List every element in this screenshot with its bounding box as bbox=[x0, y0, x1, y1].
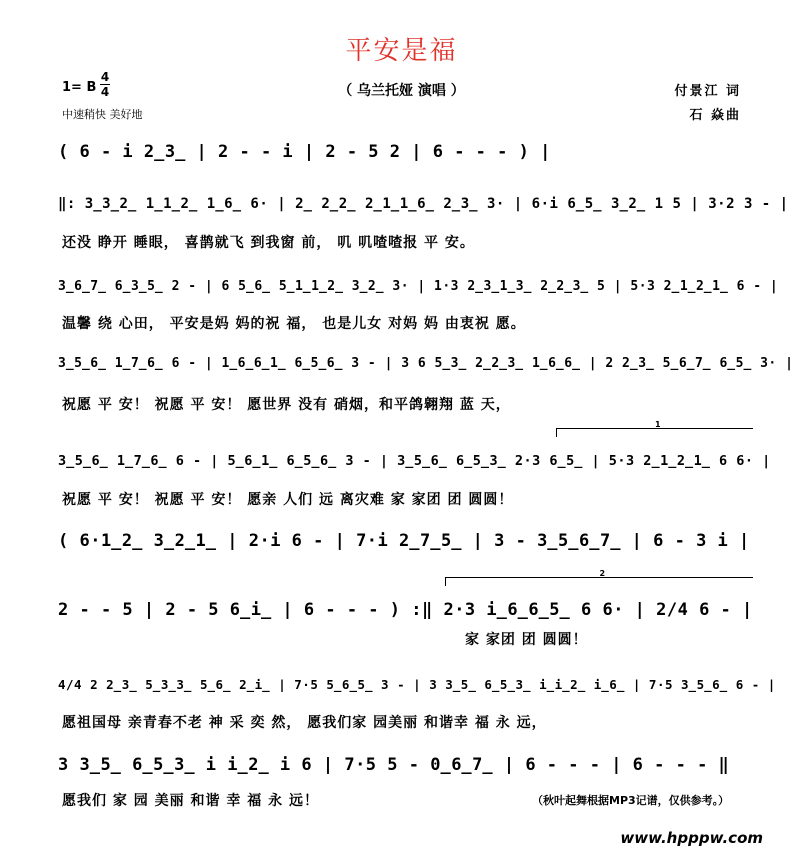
lyric-line-7: 家 家团 团 圆圆！ bbox=[465, 632, 588, 648]
first-ending-bracket bbox=[556, 420, 753, 437]
tempo-marking: 中速稍快 美好地 bbox=[62, 108, 143, 121]
score-line-2: ‖: 3̲3̲2̲ 1̲1̲2̲ 1̲6̲ 6· | 2̲ 2̲2̲ 2̲1̲1̲6̲ 2̲3̲ 3· | 6·i 6̲5̲ 3̲2̲ 1 5 | 3·2 3 - | bbox=[58, 196, 789, 212]
time-signature bbox=[100, 70, 110, 99]
score-line-6: ( 6·1̲2̲ 3̲2̲1̲ | 2·i 6 - | 7·i 2̲7̲5̲ | 3 - 3̲5̲6̲7̲ | 6 - 3 i | bbox=[58, 531, 750, 551]
lyric-line-5: 祝愿 平 安！ 祝愿 平 安！ 愿亲 人们 远 离灾难 家 家团 团 圆圆！ bbox=[62, 492, 514, 508]
lyricist-credit: 付景江 词 bbox=[674, 84, 741, 99]
site-watermark: www.hpppw.com bbox=[620, 829, 763, 847]
second-ending-bracket bbox=[445, 569, 753, 586]
lyric-line-9: 愿我们 家 园 美丽 和谐 幸 福 永 远！ bbox=[62, 793, 319, 809]
score-line-4: 3̲5̲6̲ 1̲7̲6̲ 6 - | 1̲6̲6̲1̲ 6̲5̲6̲ 3 - | 3 6 5̲3̲ 2̲2̲3̲ 1̲6̲6̲ | 2 2̲3̲ 5̲6̲7̲ 6̲5̲ 3· | bbox=[58, 356, 794, 371]
first-ending-number: 1 bbox=[655, 420, 661, 429]
lyric-line-8: 愿祖国母 亲青春不老 神 采 奕 然， 愿我们家 园美丽 和谐幸 福 永 远， bbox=[62, 715, 547, 731]
composer-credit: 石 焱曲 bbox=[689, 108, 741, 123]
transcription-note: （秋叶起舞根据MP3记谱，仅供参考。） bbox=[532, 794, 730, 807]
score-line-3: 3̲6̲7̲ 6̲3̲5̲ 2 - | 6 5̲6̲ 5̲1̲1̲2̲ 3̲2̲ 3· | 1·3 2̲3̲1̲3̲ 2̲2̲3̲ 5 | 5·3 2̲1̲2̲1̲ 6 - | bbox=[58, 279, 779, 294]
score-line-9: 3 3̲5̲ 6̲5̲3̲ i i̲2̲ i 6 | 7·5 5 - 0̲6̲7̲ | 6 - - - | 6 - - - ‖ bbox=[58, 755, 730, 775]
second-ending-number: 2 bbox=[599, 569, 606, 578]
song-title: 平安是福 bbox=[345, 36, 458, 66]
score-line-1: ( 6 - i 2̲3̲ | 2 - - i | 2 - 5 2 | 6 - - - ) | bbox=[58, 142, 551, 162]
key-signature: 1= B bbox=[62, 80, 97, 95]
singer-line: （ 乌兰托娅 演唱 ） bbox=[338, 83, 465, 99]
lyric-line-3: 温馨 绕 心田， 平安是妈 妈的祝 福， 也是儿女 对妈 妈 由衷祝 愿。 bbox=[62, 316, 526, 332]
time-top: 4 bbox=[100, 70, 110, 84]
score-line-5: 3̲5̲6̲ 1̲7̲6̲ 6 - | 5̲6̲1̲ 6̲5̲6̲ 3 - | 3̲5̲6̲ 6̲5̲3̲ 2·3 6̲5̲ | 5·3 2̲1̲2̲1̲ 6 6· | bbox=[58, 453, 771, 469]
lyric-line-4: 祝愿 平 安！ 祝愿 平 安！ 愿世界 没有 硝烟，和平鸽翱翔 蓝 天， bbox=[62, 397, 511, 413]
time-bottom: 4 bbox=[100, 85, 110, 99]
score-line-8: 4/4 2 2̲3̲ 5̲3̲3̲ 5̲6̲ 2̲i̲ | 7·5 5̲6̲5̲ 3 - | 3 3̲5̲ 6̲5̲3̲ i̲i̲2̲ i̲6̲ | 7·5 3̲5̲6̲ 6 - | bbox=[58, 677, 776, 692]
score-line-7: 2 - - 5 | 2 - 5 6̲i̲ | 6 - - - ) :‖ 2·3 i̲6̲6̲5̲ 6 6· | 2/4 6 - | bbox=[58, 600, 753, 620]
lyric-line-2: 还没 睁开 睡眼， 喜鹊就飞 到我窗 前， 叽 叽喳喳报 平 安。 bbox=[62, 235, 475, 251]
